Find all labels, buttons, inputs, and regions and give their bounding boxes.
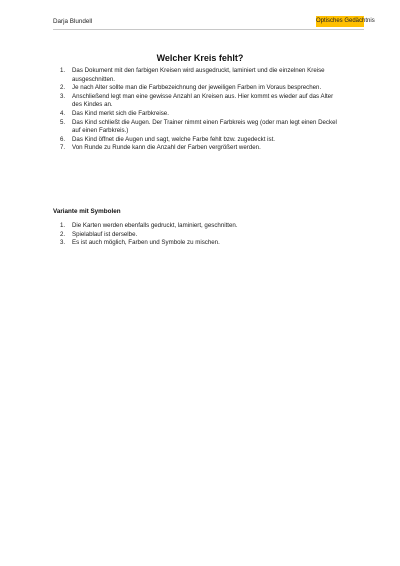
header-author: Darja Blundell xyxy=(53,18,93,25)
list-item-text: Je nach Alter sollte man die Farbbezeichnung der jeweiligen Farben im Voraus besprechen. xyxy=(72,84,322,92)
document-title: Welcher Kreis fehlt? xyxy=(156,53,244,63)
list-item-number: 2. xyxy=(60,84,66,92)
list-item xyxy=(60,110,342,119)
list-item xyxy=(60,144,342,153)
list-item-text: Das Kind schließt die Augen. Der Trainer nimmt einen Farbkreis weg (oder man legt einen Deckel auf einen Farbkreis.) xyxy=(72,118,337,135)
list-item-text: Die Karten werden ebenfalls gedruckt, laminiert, geschnitten. xyxy=(72,222,238,229)
list-item-number: 6. xyxy=(60,135,66,143)
list-item xyxy=(60,136,342,145)
list-item-text: Das Kind merkt sich die Farbkreise. xyxy=(72,109,169,117)
list-item xyxy=(60,93,342,110)
header-divider xyxy=(53,29,364,30)
list-item-text: Es ist auch möglich, Farben und Symbole zu mischen. xyxy=(72,239,220,247)
list-item xyxy=(60,119,342,136)
list-item xyxy=(60,67,342,84)
instruction-list xyxy=(60,67,342,153)
variant-list xyxy=(60,222,342,248)
list-item-text: Spielablauf ist derselbe. xyxy=(72,230,138,238)
list-item xyxy=(60,231,342,240)
list-item xyxy=(60,222,342,231)
list-item-number: 3. xyxy=(60,92,66,100)
list-item-text: Das Kind öffnet die Augen und sagt, welche Farbe fehlt bzw. zugedeckt ist. xyxy=(72,135,275,143)
list-item-text: Von Runde zu Runde kann die Anzahl der Farben vergrößert werden. xyxy=(72,144,261,152)
list-item xyxy=(60,239,342,248)
header-tag: Optisches Gedächtnis xyxy=(316,16,364,27)
list-item-number: 2. xyxy=(60,230,66,238)
list-item-number: 1. xyxy=(60,67,66,74)
variant-heading: Variante mit Symbolen xyxy=(53,208,121,215)
list-item-number: 7. xyxy=(60,144,66,152)
list-item-number: 1. xyxy=(60,222,66,229)
list-item-text: Anschließend legt man eine gewisse Anzahl an Kreisen aus. Hier kommt es wieder auf das Alter des Kindes an. xyxy=(72,92,334,109)
list-item-number: 5. xyxy=(60,118,66,126)
list-item-number: 3. xyxy=(60,239,66,247)
list-item-text: Das Dokument mit den farbigen Kreisen wird ausgedruckt, laminiert und die einzelnen Kreise ausgeschnitten. xyxy=(72,67,325,83)
list-item-number: 4. xyxy=(60,109,66,117)
list-item xyxy=(60,84,342,93)
